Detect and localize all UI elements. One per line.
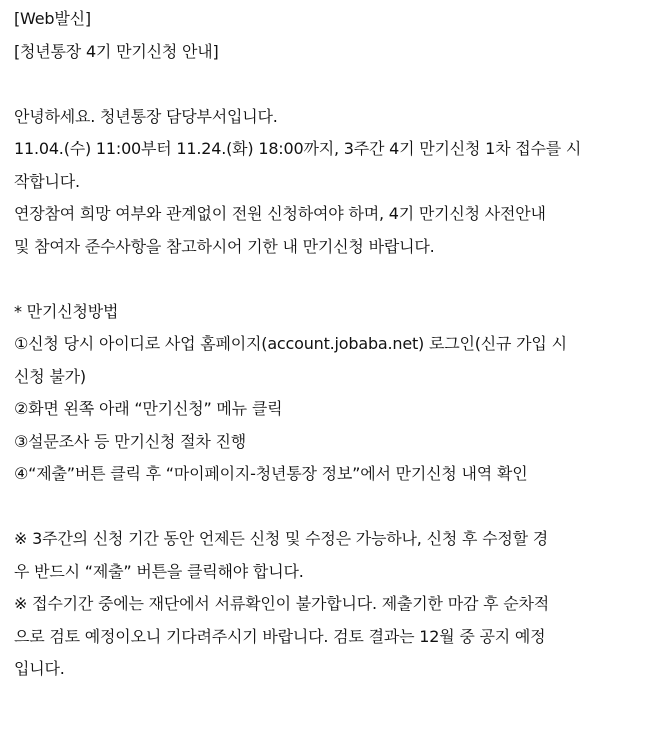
schedule-line-cont: 작합니다. bbox=[14, 171, 80, 191]
method-step-4: ④“제출”버튼 클릭 후 “마이페이지-청년통장 정보”에서 만기신청 내역 확인 bbox=[14, 464, 528, 483]
message-body bbox=[14, 3, 644, 686]
method-heading: * 만기신청방법 bbox=[14, 301, 119, 321]
blank-line bbox=[14, 263, 644, 296]
method-step-1-cont: 신청 불가) bbox=[14, 366, 86, 386]
note-2-cont: 으로 검토 예정이오니 기다려주시기 바랍니다. 검토 결과는 12월 중 공지 예정 bbox=[14, 626, 546, 646]
sender-tag: [Web발신] bbox=[14, 9, 91, 28]
greeting-line: 안녕하세요. 청년통장 담당부서입니다. bbox=[14, 106, 278, 126]
note-2: ※ 접수기간 중에는 재단에서 서류확인이 불가합니다. 제출기한 마감 후 순차적 bbox=[14, 594, 550, 613]
note-1: ※ 3주간의 신청 기간 동안 언제든 신청 및 수정은 가능하나, 신청 후 수정할 경 bbox=[14, 529, 549, 548]
method-step-1: ①신청 당시 아이디로 사업 홈페이지(account.jobaba.net) 로그인(신규 가입 시 bbox=[14, 334, 567, 353]
method-step-3: ③설문조사 등 만기신청 절차 진행 bbox=[14, 431, 247, 451]
message-subject: [청년통장 4기 만기신청 안내] bbox=[14, 41, 219, 61]
requirement-line-cont: 및 참여자 준수사항을 참고하시어 기한 내 만기신청 바랍니다. bbox=[14, 236, 435, 256]
schedule-line: 11.04.(수) 11:00부터 11.24.(화) 18:00까지, 3주간 4기 만기신청 1차 접수를 시 bbox=[14, 139, 582, 158]
method-step-2: ②화면 왼쪽 아래 “만기신청” 메뉴 클릭 bbox=[14, 399, 283, 418]
requirement-line: 연장참여 희망 여부와 관계없이 전원 신청하여야 하며, 4기 만기신청 사전안내 bbox=[14, 204, 546, 223]
blank-line bbox=[14, 68, 644, 101]
blank-line bbox=[14, 491, 644, 524]
note-1-cont: 우 반드시 “제출” 버튼을 클릭해야 합니다. bbox=[14, 561, 304, 581]
note-2-cont-2: 입니다. bbox=[14, 659, 65, 678]
